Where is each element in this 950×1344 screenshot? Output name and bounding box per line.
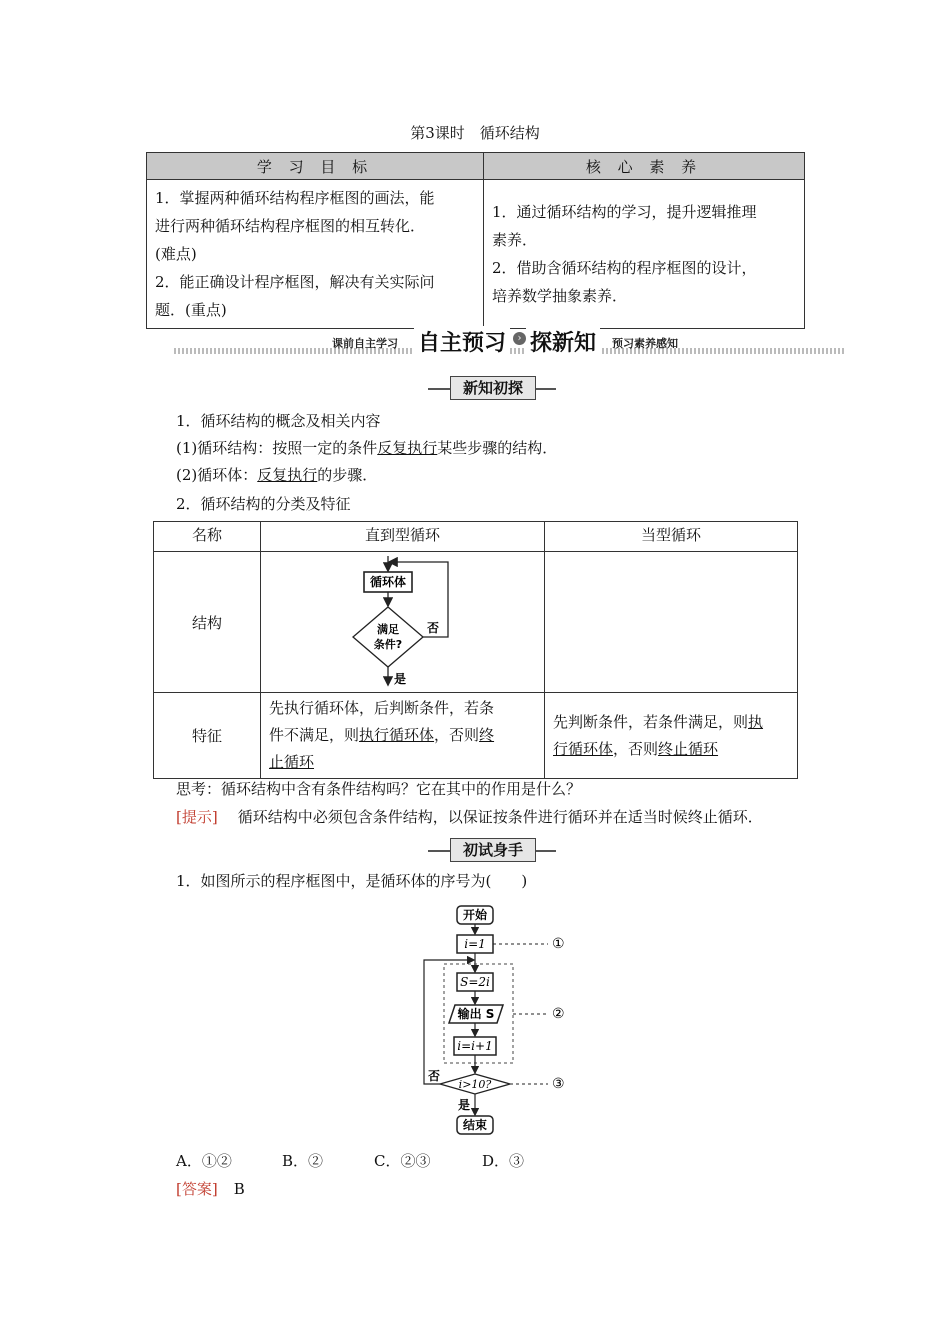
- row-structure-label: 结构: [154, 552, 261, 693]
- section-title: 初试身手: [450, 838, 536, 862]
- option-b: B．②: [282, 1152, 324, 1170]
- answer: [176, 1178, 245, 1199]
- goals-table: [146, 152, 805, 329]
- fc2-yes-label: 是: [458, 1098, 471, 1112]
- question-1: 1．如图所示的程序框图中，是循环体的序号为( ): [176, 872, 528, 890]
- section-label-try: [428, 838, 556, 862]
- answer-value: B: [233, 1180, 245, 1198]
- item-2: 2．循环结构的分类及特征: [176, 495, 351, 513]
- text: 件不满足，则: [269, 726, 360, 744]
- text: 先判断条件，若条件满足，则: [553, 712, 749, 731]
- blank-answer: 行循环体: [553, 739, 614, 758]
- item-1a: [176, 437, 557, 458]
- fc2-end: 结束: [462, 1118, 488, 1132]
- section-banner: [174, 326, 844, 356]
- feature-text: [553, 736, 789, 763]
- text: ，否则: [434, 726, 480, 744]
- while-flowchart-cell: [545, 552, 798, 693]
- blank-answer: 反复执行: [377, 439, 438, 457]
- literacy-line: 2．借助含循环结构的程序框图的设计，: [492, 259, 757, 277]
- item-1b: [176, 464, 377, 485]
- text: (2)循环体：: [176, 466, 258, 484]
- literacy-line: 1．通过循环结构的学习，提升逻辑推理: [492, 203, 757, 221]
- fc-no-label: 否: [427, 621, 440, 635]
- item-1: 1．循环结构的概念及相关内容: [176, 412, 381, 430]
- blank-answer: 执: [748, 712, 764, 731]
- blank-answer: 终: [479, 726, 495, 744]
- goal-line: 2．能正确设计程序框图，解决有关实际问: [155, 273, 435, 291]
- until-loop-flowchart: [261, 552, 542, 692]
- goal-line: 1．掌握两种循环结构程序框图的画法，能: [155, 189, 435, 207]
- goals-right-cell: [484, 180, 805, 329]
- row-feature-label: 特征: [154, 693, 261, 779]
- fc2-no-label: 否: [428, 1069, 441, 1083]
- feature-text: [553, 709, 789, 736]
- banner-left-text: 课前自主学习: [332, 337, 398, 350]
- arrow-circle-icon: ›: [513, 332, 526, 345]
- answer-tag: [答案]: [176, 1180, 218, 1198]
- while-feature-cell: [545, 693, 798, 779]
- section-label-new-knowledge: [428, 376, 556, 400]
- hint: [176, 806, 763, 827]
- hint-text: 循环结构中必须包含条件结构，以保证按条件进行循环并在适当时候终止循环．: [237, 808, 763, 826]
- blank-answer: 反复执行: [257, 466, 318, 484]
- literacy-line: 培养数学抽象素养．: [492, 287, 628, 305]
- fc2-output: 输出 S: [457, 1007, 495, 1021]
- marker-3: ③: [552, 1076, 565, 1092]
- header-name: 名称: [154, 522, 261, 552]
- fc2-condition: i>10?: [458, 1078, 492, 1091]
- blank-answer: 终止循环: [658, 739, 719, 758]
- blank-answer: 止循环: [269, 753, 315, 771]
- hint-tag: [提示]: [176, 808, 218, 826]
- goals-header-left: 学 习 目 标: [147, 153, 484, 180]
- fc2-assign: S=2i: [460, 975, 490, 989]
- goals-header-right: 核 心 素 养: [484, 153, 805, 180]
- header-while: 当型循环: [545, 522, 798, 552]
- fc2-start: 开始: [462, 908, 488, 922]
- header-until: 直到型循环: [261, 522, 545, 552]
- text: 的步骤．: [317, 466, 378, 484]
- feature-text: [269, 722, 536, 749]
- banner-main-2: 探新知: [526, 326, 600, 357]
- fc-cond-line1: 满足: [377, 623, 399, 636]
- text: ，否则: [613, 739, 659, 758]
- marker-2: ②: [552, 1006, 565, 1022]
- feature-text: 先执行循环体，后判断条件，若条: [269, 699, 495, 717]
- option-c: C．②③: [374, 1152, 431, 1170]
- literacy-line: 素养．: [492, 231, 538, 249]
- option-a: A．①②: [176, 1152, 232, 1170]
- text: (1)循环结构：按照一定的条件: [176, 439, 378, 457]
- goal-line: (难点): [155, 245, 197, 263]
- goals-left-cell: [147, 180, 484, 329]
- fc-body-label: 循环体: [369, 575, 407, 589]
- think-question: 思考：循环结构中含有条件结构吗？它在其中的作用是什么？: [176, 780, 582, 798]
- fc-yes-label: 是: [394, 672, 407, 686]
- text: 某些步骤的结构．: [437, 439, 558, 457]
- fc2-init: i=1: [464, 937, 486, 951]
- option-d: D．③: [482, 1152, 525, 1170]
- question-flowchart: [410, 900, 590, 1140]
- fc-cond-line2: 条件?: [373, 638, 403, 651]
- banner-main-1: 自主预习: [414, 326, 510, 357]
- banner-right-text: 预习素养感知: [612, 337, 678, 350]
- fc2-increment: i=i+1: [457, 1039, 493, 1053]
- section-title: 新知初探: [450, 376, 536, 400]
- marker-1: ①: [552, 936, 565, 952]
- page-title: 第3课时 循环结构: [410, 124, 540, 142]
- loop-classification-table: [153, 521, 798, 779]
- goal-line: 题．(重点): [155, 301, 227, 319]
- blank-answer: 执行循环体: [359, 726, 435, 744]
- feature-text: [269, 749, 536, 776]
- until-feature-cell: [261, 693, 545, 779]
- goal-line: 进行两种循环结构程序框图的相互转化．: [155, 217, 426, 235]
- until-flowchart-cell: [261, 552, 545, 693]
